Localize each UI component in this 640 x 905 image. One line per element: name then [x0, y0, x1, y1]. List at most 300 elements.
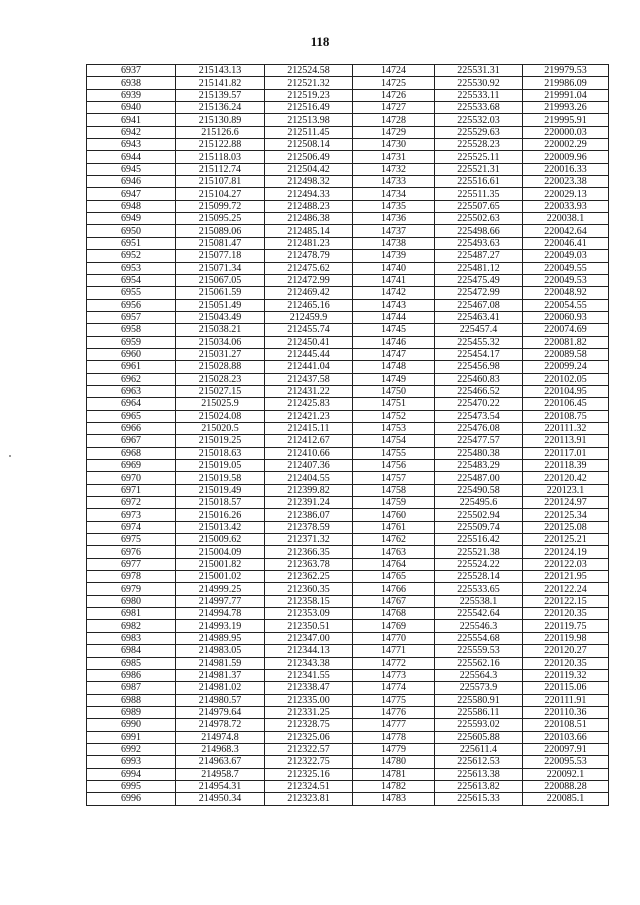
- point-number-b-cell: 14745: [353, 324, 435, 336]
- x-coordinate-b-cell: 225615.33: [435, 793, 523, 805]
- point-number-a-cell: 6948: [87, 200, 176, 212]
- point-number-b-cell: 14762: [353, 534, 435, 546]
- y-coordinate-a-cell: 212407.36: [265, 460, 353, 472]
- y-coordinate-b-cell: 220000.03: [523, 126, 609, 138]
- table-row: [87, 521, 609, 533]
- y-coordinate-a-cell: 212455.74: [265, 324, 353, 336]
- y-coordinate-a-cell: 212511.45: [265, 126, 353, 138]
- y-coordinate-a-cell: 212465.16: [265, 299, 353, 311]
- table-row: [87, 336, 609, 348]
- point-number-b-cell: 14757: [353, 472, 435, 484]
- x-coordinate-b-cell: 225542.64: [435, 608, 523, 620]
- x-coordinate-a-cell: 215001.02: [176, 571, 265, 583]
- y-coordinate-a-cell: 212350.51: [265, 620, 353, 632]
- point-number-b-cell: 14748: [353, 361, 435, 373]
- point-number-b-cell: 14772: [353, 657, 435, 669]
- x-coordinate-a-cell: 215013.42: [176, 521, 265, 533]
- point-number-a-cell: 6988: [87, 694, 176, 706]
- x-coordinate-a-cell: 214999.25: [176, 583, 265, 595]
- point-number-b-cell: 14763: [353, 546, 435, 558]
- point-number-b-cell: 14751: [353, 398, 435, 410]
- point-number-a-cell: 6952: [87, 250, 176, 262]
- point-number-b-cell: 14749: [353, 373, 435, 385]
- point-number-b-cell: 14769: [353, 620, 435, 632]
- point-number-b-cell: 14766: [353, 583, 435, 595]
- point-number-b-cell: 14754: [353, 435, 435, 447]
- table-row: [87, 497, 609, 509]
- y-coordinate-b-cell: 220120.27: [523, 645, 609, 657]
- y-coordinate-b-cell: 220122.24: [523, 583, 609, 595]
- table-row: [87, 558, 609, 570]
- x-coordinate-b-cell: 225455.32: [435, 336, 523, 348]
- point-number-a-cell: 6982: [87, 620, 176, 632]
- y-coordinate-b-cell: 220097.91: [523, 743, 609, 755]
- x-coordinate-a-cell: 215038.21: [176, 324, 265, 336]
- table-row: [87, 250, 609, 262]
- y-coordinate-b-cell: 220106.45: [523, 398, 609, 410]
- y-coordinate-b-cell: 220120.35: [523, 657, 609, 669]
- x-coordinate-b-cell: 225502.63: [435, 213, 523, 225]
- x-coordinate-a-cell: 215034.06: [176, 336, 265, 348]
- y-coordinate-b-cell: 219986.09: [523, 77, 609, 89]
- x-coordinate-a-cell: 215081.47: [176, 237, 265, 249]
- table-row: [87, 571, 609, 583]
- table-row: [87, 237, 609, 249]
- y-coordinate-a-cell: 212323.81: [265, 793, 353, 805]
- x-coordinate-b-cell: 225546.3: [435, 620, 523, 632]
- y-coordinate-b-cell: 220119.98: [523, 632, 609, 644]
- y-coordinate-b-cell: 220111.91: [523, 694, 609, 706]
- y-coordinate-b-cell: 220009.96: [523, 151, 609, 163]
- point-number-a-cell: 6992: [87, 743, 176, 755]
- point-number-b-cell: 14782: [353, 780, 435, 792]
- point-number-b-cell: 14780: [353, 756, 435, 768]
- x-coordinate-b-cell: 225573.9: [435, 682, 523, 694]
- x-coordinate-a-cell: 214950.34: [176, 793, 265, 805]
- y-coordinate-a-cell: 212391.24: [265, 497, 353, 509]
- point-number-b-cell: 14727: [353, 102, 435, 114]
- table-row: [87, 114, 609, 126]
- table-row: [87, 324, 609, 336]
- y-coordinate-b-cell: 220088.28: [523, 780, 609, 792]
- point-number-b-cell: 14736: [353, 213, 435, 225]
- x-coordinate-b-cell: 225562.16: [435, 657, 523, 669]
- y-coordinate-a-cell: 212325.06: [265, 731, 353, 743]
- x-coordinate-b-cell: 225454.17: [435, 348, 523, 360]
- point-number-a-cell: 6938: [87, 77, 176, 89]
- point-number-a-cell: 6937: [87, 65, 176, 77]
- point-number-a-cell: 6939: [87, 89, 176, 101]
- y-coordinate-a-cell: 212504.42: [265, 163, 353, 175]
- point-number-a-cell: 6990: [87, 719, 176, 731]
- x-coordinate-a-cell: 215028.23: [176, 373, 265, 385]
- point-number-b-cell: 14756: [353, 460, 435, 472]
- table-body: [87, 65, 609, 806]
- x-coordinate-b-cell: 225593.02: [435, 719, 523, 731]
- y-coordinate-a-cell: 212472.99: [265, 274, 353, 286]
- x-coordinate-b-cell: 225516.61: [435, 176, 523, 188]
- x-coordinate-b-cell: 225611.4: [435, 743, 523, 755]
- point-number-b-cell: 14735: [353, 200, 435, 212]
- table-row: [87, 534, 609, 546]
- point-number-a-cell: 6985: [87, 657, 176, 669]
- y-coordinate-a-cell: 212341.55: [265, 669, 353, 681]
- x-coordinate-b-cell: 225498.66: [435, 225, 523, 237]
- y-coordinate-a-cell: 212322.57: [265, 743, 353, 755]
- x-coordinate-b-cell: 225516.42: [435, 534, 523, 546]
- table-row: [87, 311, 609, 323]
- y-coordinate-b-cell: 220125.34: [523, 509, 609, 521]
- point-number-b-cell: 14753: [353, 422, 435, 434]
- x-coordinate-a-cell: 215031.27: [176, 348, 265, 360]
- point-number-b-cell: 14752: [353, 410, 435, 422]
- y-coordinate-a-cell: 212353.09: [265, 608, 353, 620]
- point-number-a-cell: 6957: [87, 311, 176, 323]
- y-coordinate-a-cell: 212363.78: [265, 558, 353, 570]
- table-row: [87, 632, 609, 644]
- point-number-b-cell: 14725: [353, 77, 435, 89]
- y-coordinate-a-cell: 212421.23: [265, 410, 353, 422]
- y-coordinate-a-cell: 212347.00: [265, 632, 353, 644]
- table-row: [87, 472, 609, 484]
- y-coordinate-b-cell: 219979.53: [523, 65, 609, 77]
- x-coordinate-a-cell: 214989.95: [176, 632, 265, 644]
- point-number-b-cell: 14750: [353, 385, 435, 397]
- point-number-b-cell: 14740: [353, 262, 435, 274]
- table-row: [87, 756, 609, 768]
- point-number-a-cell: 6961: [87, 361, 176, 373]
- y-coordinate-b-cell: 220092.1: [523, 768, 609, 780]
- x-coordinate-a-cell: 214993.19: [176, 620, 265, 632]
- y-coordinate-a-cell: 212506.49: [265, 151, 353, 163]
- point-number-b-cell: 14738: [353, 237, 435, 249]
- y-coordinate-a-cell: 212366.35: [265, 546, 353, 558]
- y-coordinate-a-cell: 212485.14: [265, 225, 353, 237]
- point-number-a-cell: 6941: [87, 114, 176, 126]
- x-coordinate-a-cell: 215089.06: [176, 225, 265, 237]
- y-coordinate-b-cell: 220108.51: [523, 719, 609, 731]
- point-number-b-cell: 14765: [353, 571, 435, 583]
- table-row: [87, 385, 609, 397]
- x-coordinate-b-cell: 225528.14: [435, 571, 523, 583]
- point-number-a-cell: 6963: [87, 385, 176, 397]
- point-number-b-cell: 14774: [353, 682, 435, 694]
- point-number-a-cell: 6944: [87, 151, 176, 163]
- x-coordinate-a-cell: 214978.72: [176, 719, 265, 731]
- y-coordinate-a-cell: 212325.16: [265, 768, 353, 780]
- point-number-b-cell: 14746: [353, 336, 435, 348]
- x-coordinate-b-cell: 225533.11: [435, 89, 523, 101]
- y-coordinate-b-cell: 220038.1: [523, 213, 609, 225]
- y-coordinate-a-cell: 212494.33: [265, 188, 353, 200]
- x-coordinate-b-cell: 225473.54: [435, 410, 523, 422]
- point-number-a-cell: 6965: [87, 410, 176, 422]
- y-coordinate-b-cell: 220113.91: [523, 435, 609, 447]
- y-coordinate-a-cell: 212437.58: [265, 373, 353, 385]
- point-number-a-cell: 6986: [87, 669, 176, 681]
- x-coordinate-a-cell: 215061.59: [176, 287, 265, 299]
- point-number-a-cell: 6959: [87, 336, 176, 348]
- x-coordinate-a-cell: 214968.3: [176, 743, 265, 755]
- point-number-b-cell: 14734: [353, 188, 435, 200]
- table-row: [87, 188, 609, 200]
- point-number-b-cell: 14767: [353, 595, 435, 607]
- x-coordinate-a-cell: 215139.57: [176, 89, 265, 101]
- x-coordinate-b-cell: 225509.74: [435, 521, 523, 533]
- y-coordinate-a-cell: 212358.15: [265, 595, 353, 607]
- x-coordinate-b-cell: 225470.22: [435, 398, 523, 410]
- x-coordinate-b-cell: 225472.99: [435, 287, 523, 299]
- point-number-b-cell: 14768: [353, 608, 435, 620]
- x-coordinate-a-cell: 214974.8: [176, 731, 265, 743]
- point-number-a-cell: 6989: [87, 706, 176, 718]
- point-number-b-cell: 14760: [353, 509, 435, 521]
- point-number-a-cell: 6943: [87, 139, 176, 151]
- point-number-a-cell: 6949: [87, 213, 176, 225]
- point-number-a-cell: 6981: [87, 608, 176, 620]
- point-number-a-cell: 6972: [87, 497, 176, 509]
- y-coordinate-b-cell: 220115.06: [523, 682, 609, 694]
- table-row: [87, 546, 609, 558]
- table-row: [87, 65, 609, 77]
- margin-mark: [9, 455, 11, 457]
- y-coordinate-a-cell: 212412.67: [265, 435, 353, 447]
- table-row: [87, 669, 609, 681]
- x-coordinate-b-cell: 225493.63: [435, 237, 523, 249]
- table-row: [87, 163, 609, 175]
- x-coordinate-a-cell: 215024.08: [176, 410, 265, 422]
- x-coordinate-b-cell: 225533.65: [435, 583, 523, 595]
- y-coordinate-b-cell: 219991.04: [523, 89, 609, 101]
- y-coordinate-b-cell: 220081.82: [523, 336, 609, 348]
- coordinates-table: [86, 64, 609, 806]
- x-coordinate-a-cell: 214980.57: [176, 694, 265, 706]
- y-coordinate-a-cell: 212488.23: [265, 200, 353, 212]
- table-row: [87, 361, 609, 373]
- x-coordinate-b-cell: 225533.68: [435, 102, 523, 114]
- table-row: [87, 743, 609, 755]
- y-coordinate-a-cell: 212410.66: [265, 447, 353, 459]
- y-coordinate-b-cell: 220042.64: [523, 225, 609, 237]
- y-coordinate-b-cell: 219995.91: [523, 114, 609, 126]
- point-number-b-cell: 14771: [353, 645, 435, 657]
- x-coordinate-b-cell: 225559.53: [435, 645, 523, 657]
- y-coordinate-b-cell: 220125.08: [523, 521, 609, 533]
- x-coordinate-b-cell: 225613.38: [435, 768, 523, 780]
- point-number-a-cell: 6956: [87, 299, 176, 311]
- x-coordinate-b-cell: 225564.3: [435, 669, 523, 681]
- y-coordinate-a-cell: 212519.23: [265, 89, 353, 101]
- table-row: [87, 102, 609, 114]
- point-number-a-cell: 6942: [87, 126, 176, 138]
- y-coordinate-a-cell: 212431.22: [265, 385, 353, 397]
- y-coordinate-b-cell: 220085.1: [523, 793, 609, 805]
- point-number-b-cell: 14778: [353, 731, 435, 743]
- x-coordinate-b-cell: 225525.11: [435, 151, 523, 163]
- table-row: [87, 583, 609, 595]
- y-coordinate-a-cell: 212399.82: [265, 484, 353, 496]
- table-row: [87, 200, 609, 212]
- y-coordinate-a-cell: 212343.38: [265, 657, 353, 669]
- x-coordinate-a-cell: 215107.81: [176, 176, 265, 188]
- table-row: [87, 151, 609, 163]
- x-coordinate-b-cell: 225524.22: [435, 558, 523, 570]
- point-number-b-cell: 14737: [353, 225, 435, 237]
- point-number-a-cell: 6987: [87, 682, 176, 694]
- x-coordinate-b-cell: 225605.88: [435, 731, 523, 743]
- x-coordinate-a-cell: 215071.34: [176, 262, 265, 274]
- y-coordinate-a-cell: 212508.14: [265, 139, 353, 151]
- y-coordinate-a-cell: 212450.41: [265, 336, 353, 348]
- x-coordinate-b-cell: 225612.53: [435, 756, 523, 768]
- x-coordinate-a-cell: 215028.88: [176, 361, 265, 373]
- point-number-a-cell: 6962: [87, 373, 176, 385]
- point-number-b-cell: 14776: [353, 706, 435, 718]
- point-number-a-cell: 6954: [87, 274, 176, 286]
- x-coordinate-a-cell: 215018.63: [176, 447, 265, 459]
- x-coordinate-b-cell: 225529.63: [435, 126, 523, 138]
- point-number-b-cell: 14758: [353, 484, 435, 496]
- table-row: [87, 348, 609, 360]
- x-coordinate-a-cell: 214963.67: [176, 756, 265, 768]
- x-coordinate-a-cell: 215019.05: [176, 460, 265, 472]
- table-row: [87, 77, 609, 89]
- point-number-a-cell: 6995: [87, 780, 176, 792]
- table-row: [87, 373, 609, 385]
- x-coordinate-b-cell: 225466.52: [435, 385, 523, 397]
- x-coordinate-b-cell: 225475.49: [435, 274, 523, 286]
- x-coordinate-b-cell: 225511.35: [435, 188, 523, 200]
- table-row: [87, 213, 609, 225]
- y-coordinate-a-cell: 212425.83: [265, 398, 353, 410]
- table-row: [87, 682, 609, 694]
- point-number-a-cell: 6974: [87, 521, 176, 533]
- table-row: [87, 126, 609, 138]
- point-number-b-cell: 14747: [353, 348, 435, 360]
- x-coordinate-a-cell: 214981.59: [176, 657, 265, 669]
- y-coordinate-a-cell: 212513.98: [265, 114, 353, 126]
- y-coordinate-b-cell: 220124.19: [523, 546, 609, 558]
- x-coordinate-b-cell: 225528.23: [435, 139, 523, 151]
- point-number-a-cell: 6946: [87, 176, 176, 188]
- y-coordinate-b-cell: 220122.15: [523, 595, 609, 607]
- y-coordinate-b-cell: 220119.32: [523, 669, 609, 681]
- table-row: [87, 657, 609, 669]
- y-coordinate-a-cell: 212335.00: [265, 694, 353, 706]
- table-row: [87, 780, 609, 792]
- point-number-a-cell: 6964: [87, 398, 176, 410]
- x-coordinate-b-cell: 225456.98: [435, 361, 523, 373]
- table-row: [87, 595, 609, 607]
- point-number-a-cell: 6973: [87, 509, 176, 521]
- x-coordinate-b-cell: 225476.08: [435, 422, 523, 434]
- y-coordinate-a-cell: 212478.79: [265, 250, 353, 262]
- y-coordinate-b-cell: 220120.35: [523, 608, 609, 620]
- y-coordinate-a-cell: 212371.32: [265, 534, 353, 546]
- x-coordinate-a-cell: 215130.89: [176, 114, 265, 126]
- x-coordinate-a-cell: 215122.88: [176, 139, 265, 151]
- point-number-b-cell: 14730: [353, 139, 435, 151]
- table-row: [87, 422, 609, 434]
- x-coordinate-b-cell: 225457.4: [435, 324, 523, 336]
- table-row: [87, 447, 609, 459]
- point-number-a-cell: 6996: [87, 793, 176, 805]
- y-coordinate-a-cell: 212459.9: [265, 311, 353, 323]
- x-coordinate-b-cell: 225521.38: [435, 546, 523, 558]
- point-number-a-cell: 6993: [87, 756, 176, 768]
- y-coordinate-a-cell: 212344.13: [265, 645, 353, 657]
- table-row: [87, 262, 609, 274]
- point-number-a-cell: 6969: [87, 460, 176, 472]
- point-number-a-cell: 6945: [87, 163, 176, 175]
- x-coordinate-a-cell: 215019.25: [176, 435, 265, 447]
- table-row: [87, 274, 609, 286]
- y-coordinate-a-cell: 212328.75: [265, 719, 353, 731]
- point-number-a-cell: 6979: [87, 583, 176, 595]
- y-coordinate-b-cell: 220118.39: [523, 460, 609, 472]
- point-number-b-cell: 14755: [353, 447, 435, 459]
- x-coordinate-b-cell: 225507.65: [435, 200, 523, 212]
- x-coordinate-a-cell: 215016.26: [176, 509, 265, 521]
- point-number-a-cell: 6950: [87, 225, 176, 237]
- table-row: [87, 460, 609, 472]
- x-coordinate-b-cell: 225487.00: [435, 472, 523, 484]
- x-coordinate-a-cell: 215027.15: [176, 385, 265, 397]
- y-coordinate-b-cell: 220121.95: [523, 571, 609, 583]
- table-row: [87, 731, 609, 743]
- y-coordinate-a-cell: 212516.49: [265, 102, 353, 114]
- y-coordinate-a-cell: 212360.35: [265, 583, 353, 595]
- point-number-a-cell: 6978: [87, 571, 176, 583]
- point-number-a-cell: 6966: [87, 422, 176, 434]
- table-row: [87, 435, 609, 447]
- y-coordinate-b-cell: 220122.03: [523, 558, 609, 570]
- x-coordinate-a-cell: 215112.74: [176, 163, 265, 175]
- x-coordinate-b-cell: 225531.31: [435, 65, 523, 77]
- x-coordinate-a-cell: 215067.05: [176, 274, 265, 286]
- y-coordinate-a-cell: 212524.58: [265, 65, 353, 77]
- x-coordinate-b-cell: 225481.12: [435, 262, 523, 274]
- x-coordinate-a-cell: 215118.03: [176, 151, 265, 163]
- point-number-b-cell: 14728: [353, 114, 435, 126]
- y-coordinate-b-cell: 220120.42: [523, 472, 609, 484]
- table-row: [87, 509, 609, 521]
- x-coordinate-a-cell: 214997.77: [176, 595, 265, 607]
- point-number-a-cell: 6955: [87, 287, 176, 299]
- x-coordinate-a-cell: 215019.49: [176, 484, 265, 496]
- point-number-a-cell: 6975: [87, 534, 176, 546]
- point-number-a-cell: 6953: [87, 262, 176, 274]
- x-coordinate-a-cell: 215099.72: [176, 200, 265, 212]
- x-coordinate-a-cell: 215143.13: [176, 65, 265, 77]
- point-number-a-cell: 6958: [87, 324, 176, 336]
- point-number-b-cell: 14726: [353, 89, 435, 101]
- x-coordinate-a-cell: 215051.49: [176, 299, 265, 311]
- table-row: [87, 484, 609, 496]
- x-coordinate-a-cell: 215004.09: [176, 546, 265, 558]
- point-number-b-cell: 14729: [353, 126, 435, 138]
- point-number-b-cell: 14777: [353, 719, 435, 731]
- x-coordinate-a-cell: 214958.7: [176, 768, 265, 780]
- table-row: [87, 645, 609, 657]
- point-number-a-cell: 6977: [87, 558, 176, 570]
- point-number-b-cell: 14761: [353, 521, 435, 533]
- point-number-a-cell: 6980: [87, 595, 176, 607]
- x-coordinate-a-cell: 215077.18: [176, 250, 265, 262]
- table-row: [87, 139, 609, 151]
- table-row: [87, 694, 609, 706]
- y-coordinate-a-cell: 212521.32: [265, 77, 353, 89]
